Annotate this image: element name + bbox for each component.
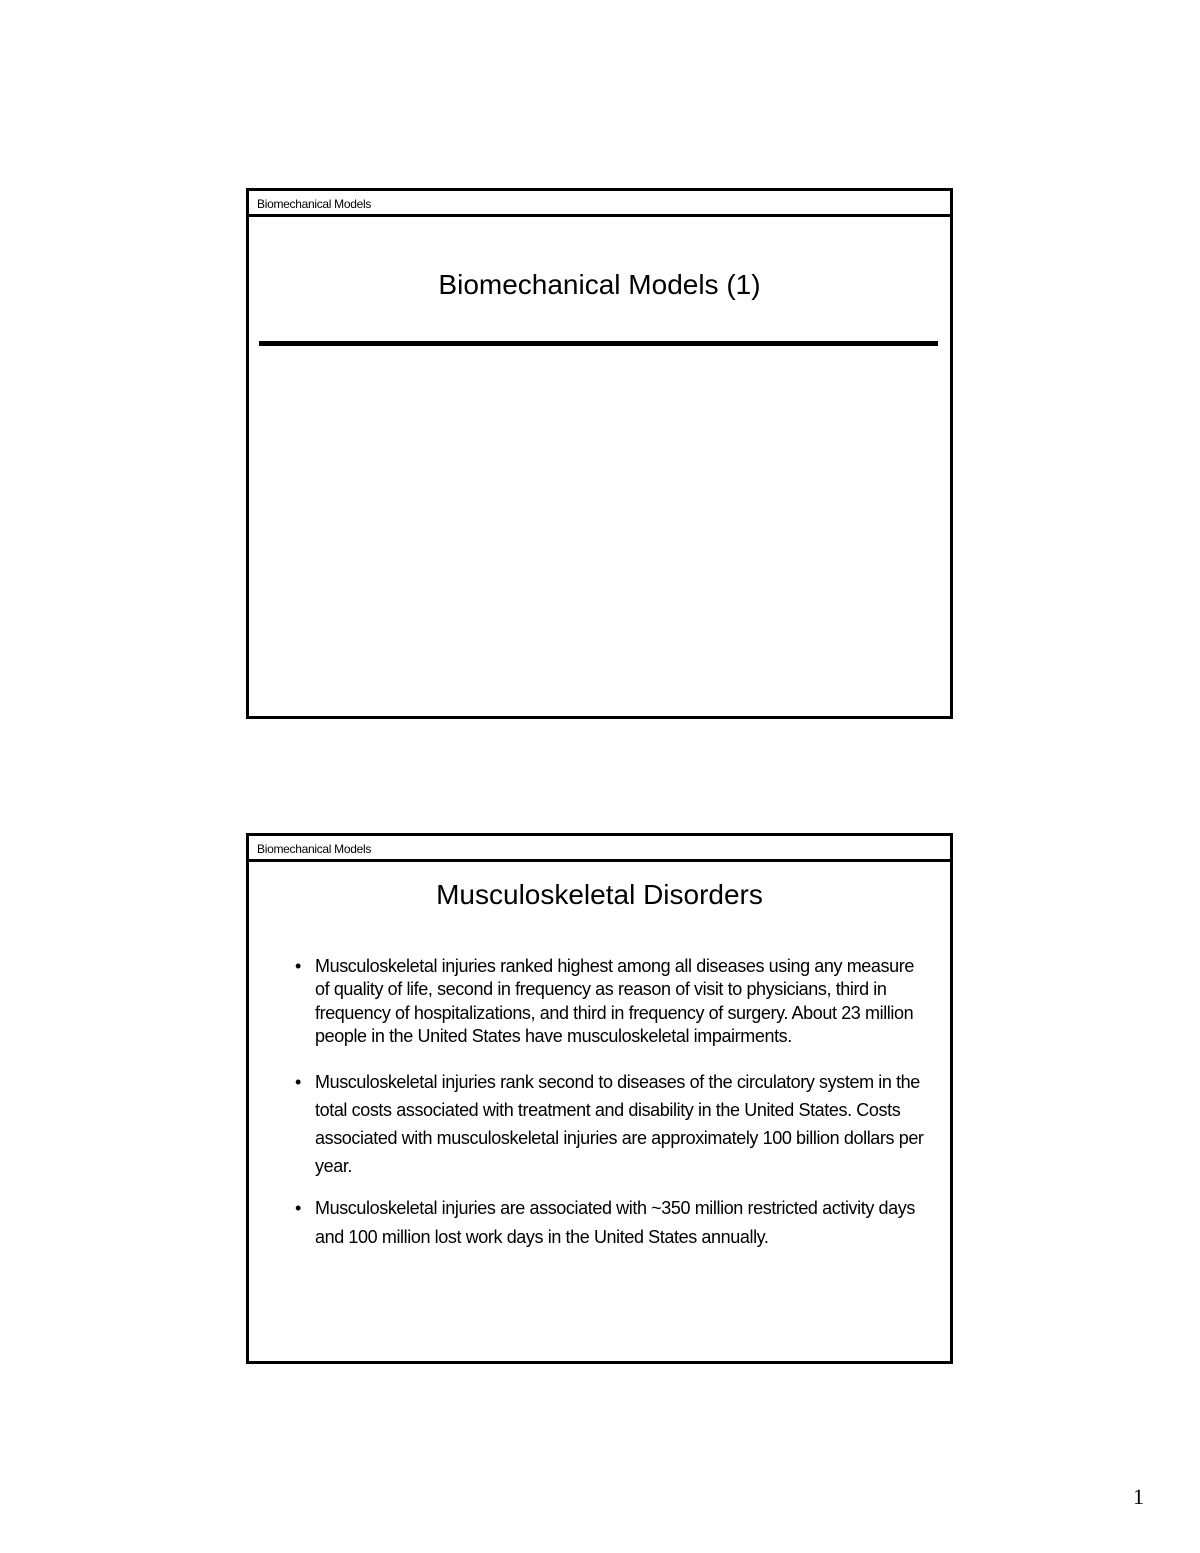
page-number: 1 — [1133, 1484, 1144, 1509]
slide-header: Biomechanical Models — [249, 191, 950, 217]
slide-title: Musculoskeletal Disorders — [436, 879, 763, 910]
bullet-icon: • — [295, 1071, 301, 1092]
bullet-item — [295, 1194, 925, 1250]
slide-title: Biomechanical Models (1) — [438, 269, 761, 300]
slide-1 — [246, 188, 953, 719]
bullet-text: Musculoskeletal injuries rank second to diseases of the circulatory system in the total costs associated with treatment and disability in the United States. Costs associated with musculoskeletal injuries are approximately 100 billion dollars per year. — [315, 1071, 924, 1177]
title-divider — [259, 341, 938, 346]
bullet-list — [295, 955, 925, 1251]
slide-header: Biomechanical Models — [249, 836, 950, 862]
bullet-text: Musculoskeletal injuries are associated with ~350 million restricted activity days and 100 million lost work days in the United States annually. — [315, 1198, 915, 1247]
slide-2 — [246, 833, 953, 1364]
bullet-text: Musculoskeletal injuries ranked highest among all diseases using any measure of quality of life, second in frequency as reason of visit to physicians, third in frequency of hospitalizations, and third in frequency of surgery. About 23 million people in the United States have musculoskeletal impairments. — [315, 956, 914, 1047]
bullet-item — [295, 955, 925, 1049]
bullet-item — [295, 1068, 925, 1181]
bullet-icon: • — [295, 956, 301, 976]
bullet-icon: • — [295, 1198, 301, 1219]
